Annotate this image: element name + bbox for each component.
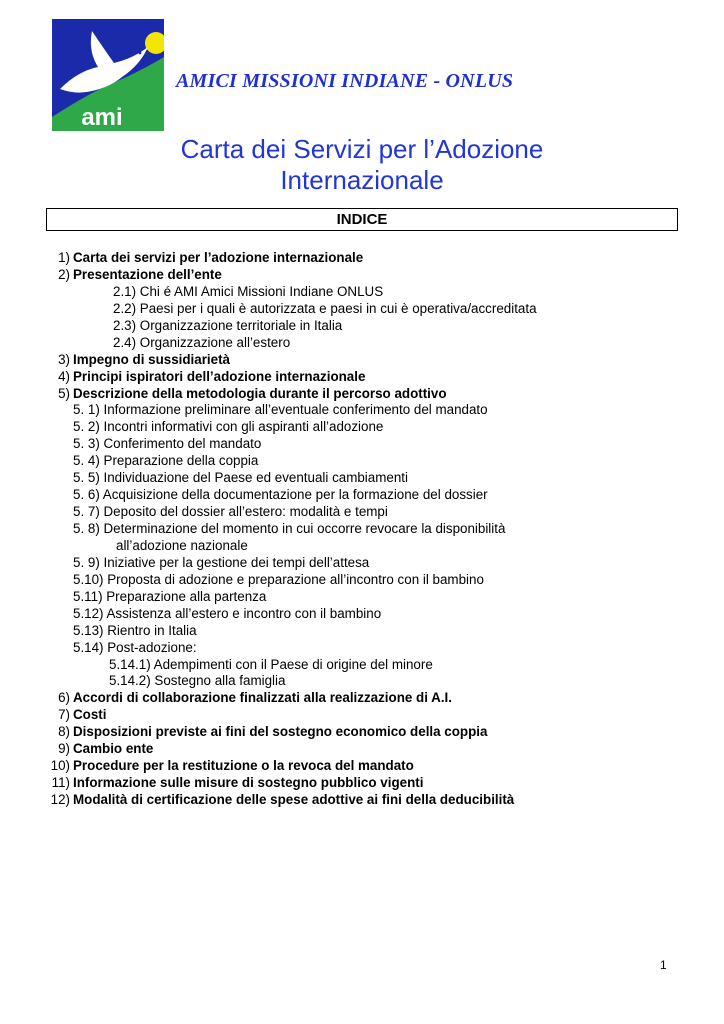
ami-logo [52,19,164,131]
toc-item-1: 1) Carta dei servizi per l’adozione internazionale [58,250,364,265]
toc-subitem-2-1: 2.1) Chi é AMI Amici Missioni Indiane ONLUS [113,283,384,299]
toc-subitem-5-3: 5. 3) Conferimento del mandato [73,436,262,452]
toc-item-11: 11) Informazione sulle misure di sostegno pubblico vigenti [51,775,424,791]
toc-subitem-5-2: 5. 2) Incontri informativi con gli aspiranti all’adozione [73,419,384,435]
toc-subitem-5-11: 5.11) Preparazione alla partenza [73,588,267,604]
toc-item-7: 7) Costi [58,707,107,723]
dove-logo-icon [52,19,164,131]
toc-subitem-5-7: 5. 7) Deposito del dossier all’estero: modalità e tempi [73,504,388,520]
toc-item-9: 9) Cambio ente [58,741,154,757]
toc-item-3: 3) Impegno di sussidiarietà [58,351,231,367]
toc-subitem-5-12: 5.12) Assistenza all’estero e incontro con il bambino [73,605,382,621]
toc-subitem-5-14-2: 5.14.2) Sostegno alla famiglia [109,673,286,689]
logo-wordmark: ami [81,104,123,131]
toc-subitem-5-5: 5. 5) Individuazione del Paese ed eventuali cambiamenti [73,470,408,486]
toc-item-12: 12) Modalità di certificazione delle spese adottive ai fini della deducibilità [50,792,515,807]
toc-subitem-5-9: 5. 9) Iniziative per la gestione dei tempi dell’attesa [73,554,370,570]
toc-subitem-2-4: 2.4) Organizzazione all’estero [113,334,291,350]
toc-subitem-5-8: 5. 8) Determinazione del momento in cui occorre revocare la disponibilità [73,521,506,536]
document-title-line-2: Internazionale [280,165,444,195]
toc-subitem-5-6: 5. 6) Acquisizione della documentazione per la formazione del dossier [73,487,488,503]
toc-subitem-5-4: 5. 4) Preparazione della coppia [73,453,259,469]
index-heading: INDICE [46,208,678,231]
toc-subitem-5-14-1: 5.14.1) Adempimenti con il Paese di origine del minore [109,656,433,672]
toc-item-2: 2) Presentazione dell’ente [58,266,222,282]
document-title-line-1: Carta dei Servizi per l’Adozione [180,134,544,164]
organization-name: AMICI MISSIONI INDIANE - ONLUS [176,70,514,92]
toc-subitem-5-1: 5. 1) Informazione preliminare all’eventuale conferimento del mandato [73,402,488,418]
toc-item-6: 6) Accordi di collaborazione finalizzati alla realizzazione di A.I. [58,690,452,706]
toc-item-10: 10) Procedure per la restituzione o la revoca del mandato [50,758,414,774]
toc-subitem-5-13: 5.13) Rientro in Italia [73,622,197,638]
toc-subitem-5-8-continued: all’adozione nazionale [116,537,248,553]
toc-item-5: 5) Descrizione della metodologia durante il percorso adottivo [58,385,447,401]
toc-subitem-5-10: 5.10) Proposta di adozione e preparazione all’incontro con il bambino [73,571,484,587]
page-number: 1 [660,958,667,972]
toc-subitem-5-14: 5.14) Post-adozione: [73,639,197,655]
document-title [0,134,724,196]
toc-subitem-2-2: 2.2) Paesi per i quali è autorizzata e paesi in cui è operativa/accreditata [113,300,537,316]
toc-item-8: 8) Disposizioni previste ai fini del sostegno economico della coppia [58,724,488,740]
toc-subitem-2-3: 2.3) Organizzazione territoriale in Italia [113,317,343,333]
table-of-contents [0,250,724,809]
toc-item-4: 4) Principi ispiratori dell’adozione internazionale [58,368,366,384]
